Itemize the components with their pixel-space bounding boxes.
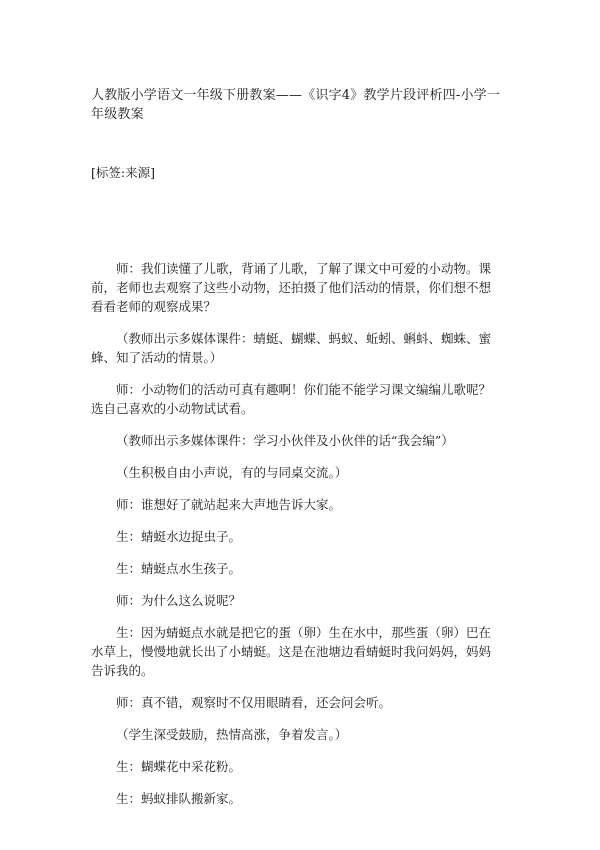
paragraph: 师：为什么这么说呢？: [116, 593, 242, 608]
paragraph: （生积极自由小声说，有的与同桌交流。）: [116, 465, 348, 480]
document-title: 人教版小学语文一年级下册教案——《识字4》教学片段评析四-小学一年级教案: [91, 88, 501, 122]
paragraph: （学生深受鼓励，热情高涨，争着发言。）: [116, 727, 348, 742]
paragraph: 师：小动物们的活动可真有趣啊！你们能不能学习课文编编儿歌呢？选自己喜欢的小动物试试看。: [91, 382, 492, 416]
paragraph: 生：蝴蝶花中采花粉。: [116, 759, 242, 774]
paragraph: 生：蜻蜓水边捉虫子。: [116, 529, 242, 544]
paragraph: （教师出示多媒体课件：学习小伙伴及小伙伴的话“我会编”）: [116, 433, 454, 448]
paragraph: 生：蚂蚁排队搬新家。: [116, 791, 242, 806]
paragraph: （教师出示多媒体课件：蜻蜓、蝴蝶、蚂蚁、蚯蚓、蝌蚪、蜘蛛、蜜蜂、知了活动的情景。）: [91, 331, 492, 365]
paragraph: 师：谁想好了就站起来大声地告诉大家。: [116, 497, 342, 512]
paragraph: 生：因为蜻蜓点水就是把它的蛋（卵）生在水中，那些蛋（卵）巴在水草上，慢慢地就长出了小蜻蜓。这是在池塘边看蜻蜓时我问妈妈，妈妈告诉我的。: [91, 625, 492, 678]
tag-label: [标签:来源]: [91, 165, 155, 180]
paragraph: 师：真不错，观察时不仅用眼睛看，还会问会听。: [116, 695, 392, 710]
document-body: [91, 259, 501, 821]
paragraph: 师：我们读懂了儿歌，背诵了儿歌，了解了课文中可爱的小动物。课前，老师也去观察了这些小动物，还拍摄了他们活动的情景，你们想不想看看老师的观察成果？: [91, 261, 492, 314]
paragraph: 生：蜻蜓点水生孩子。: [116, 561, 242, 576]
